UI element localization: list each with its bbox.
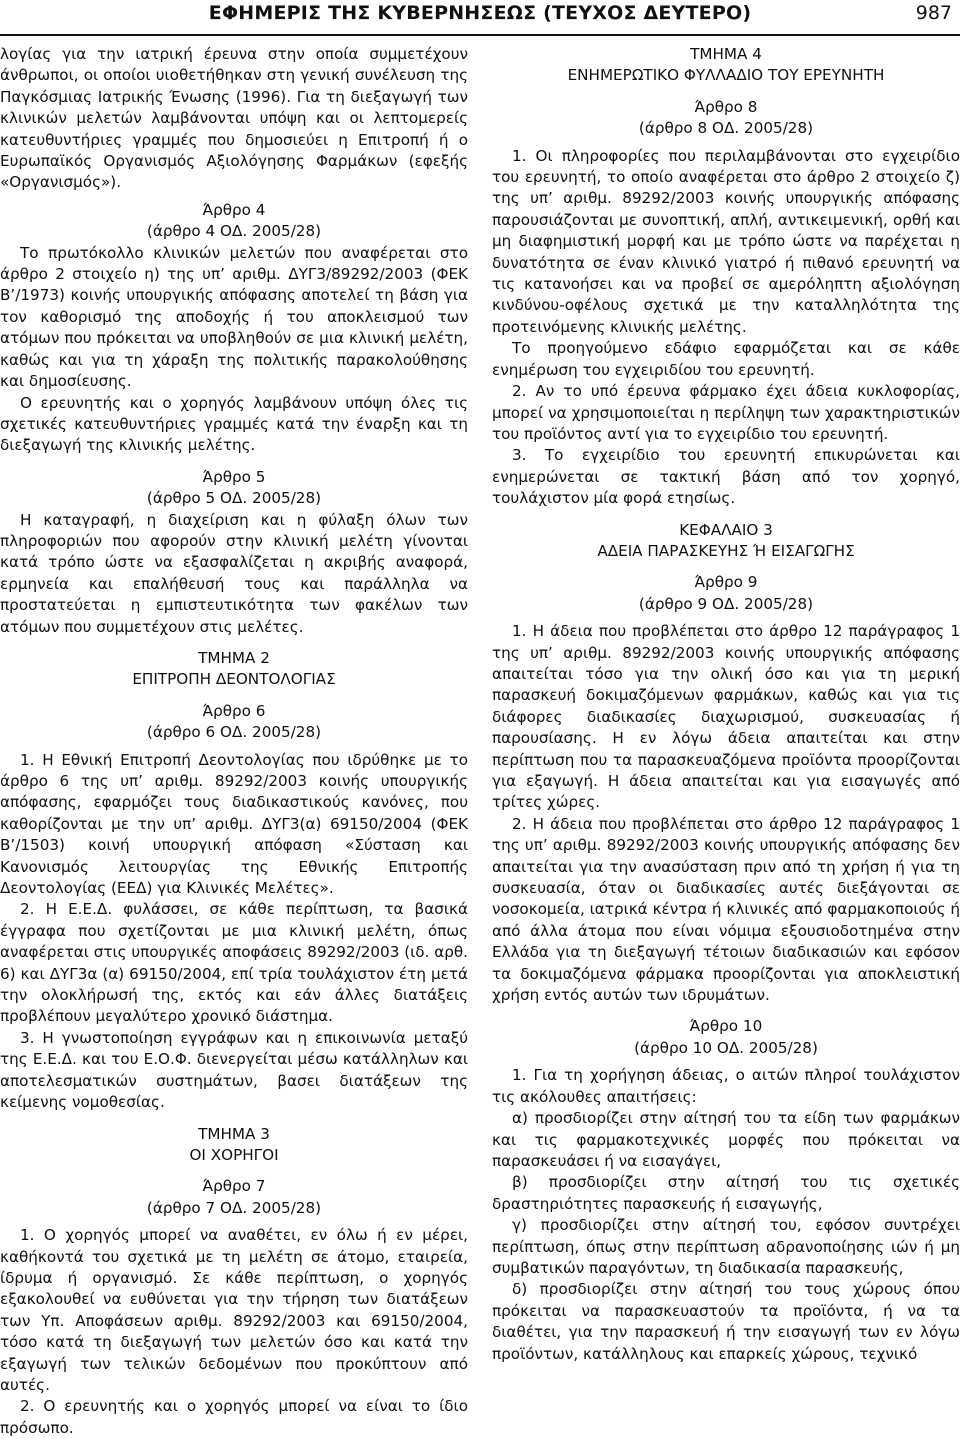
section-title: ΤΜΗΜΑ 4: [690, 45, 762, 63]
paragraph: 1. Η Εθνική Επιτροπή Δεοντολογίας που ιδρύθηκε με το άρθρο 6 της υπ’ αριθμ. 89292/2003 κοινής υπουργικής απόφασης, εφαρμόζει τους διαδικαστικούς κανόνες, που καθορίζονται με την υπ’ αριθμ. ΔΥΓ3(α) 69150/2004 (ΦΕΚ Β’/1503) κοινή υπουργική απόφαση «Σύσταση και Κανονισμός λειτουργίας της Εθνικής Επιτροπής Δεοντολογίας (ΕΕΔ) για Κλινικές Μελέτες».: [0, 750, 468, 898]
paragraph: 3. Το εγχειρίδιο του ερευνητή επικυρώνεται και ενημερώνεται σε τακτική βάση από τον χορηγό, τουλάχιστον μία φορά ετησίως.: [492, 446, 960, 508]
paragraph: 1. Ο χορηγός μπορεί να αναθέτει, εν όλω ή εν μέρει, καθήκοντά του σχετικά με τη μελέτη σε άτομο, εταιρεία, ίδρυμα ή οργανισμό. Σε κάθε περίπτωση, ο χορηγός εξακολουθεί να ευθύνεται για την τήρηση των διατάξεων των Υπ. Αποφάσεων αριθμ. 89292/2003 και 69150/2004, τόσο κατά τη διεξαγωγή των μελετών όσο και κατά την εξαγωγή των τελικών δεδομένων που προκύπτουν από αυτές.: [0, 1226, 468, 1394]
article-reference: (άρθρο 5 ΟΔ. 2005/28): [146, 489, 322, 508]
paragraph: 2. Η άδεια που προβλέπεται στο άρθρο 12 παράγραφος 1 της υπ’ αριθμ. 89292/2003 κοινής υπουργικής απόφασης δεν απαιτείται για την ανασύσταση πριν από τη χρήση ή για τη συσκευασία, όταν οι διαδικασίες αυτές διεξάγονται σε νοσοκομεία, ιατρικά κέντρα ή κλινικές από φαρμακοποιούς ή από άλλα άτομα που είναι νόμιμα εξουσιοδοτημένα στην Ελλάδα για τη διεξαγωγή τέτοιων διαδικασιών και εφόσον τα δοκιμαζόμενα φάρμακα προορίζονται για αποκλειστική χρήση εντός αυτών των ιδρυμάτων.: [492, 814, 960, 1005]
article-reference: (άρθρο 7 ΟΔ. 2005/28): [146, 1198, 322, 1217]
paragraph: Το προηγούμενο εδάφιο εφαρμόζεται και σε κάθε ενημέρωση του εγχειριδίου του ερευνητή.: [492, 339, 960, 379]
section-name: ΕΝΗΜΕΡΩΤΙΚΟ ΦΥΛΛΑΔΙΟ ΤΟΥ ΕΡΕΥΝΗΤΗ: [567, 66, 885, 85]
page-number: 987: [915, 2, 952, 24]
article-reference: (άρθρο 9 ΟΔ. 2005/28): [638, 594, 814, 613]
article-title: Άρθρο 9: [694, 573, 758, 592]
paragraph: 2. Η Ε.Ε.Δ. φυλάσσει, σε κάθε περίπτωση, τα βασικά έγγραφα που σχετίζονται με μια κλινική μελέτη, όπως αναφέρεται στις υπουργικές αποφάσεις 89292/2003 (ιδ. αρθ. 6) και ΔΥΓ3α (α) 69150/2004, επί τρία τουλάχιστον έτη μετά την ολοκλήρωσή της, εκτός και εάν άλλες διατάξεις προβλέπουν μεγαλύτερο χρονικό διάστημα.: [0, 900, 468, 1026]
article-title: Άρθρο 4: [202, 200, 266, 219]
section-title: ΤΜΗΜΑ 2: [198, 648, 270, 667]
article-reference: (άρθρο 6 ΟΔ. 2005/28): [146, 723, 322, 742]
paragraph: Η καταγραφή, η διαχείριση και η φύλαξη όλων των πληροφοριών που αφορούν στην κλινική μελέτη γίνονται κατά τρόπο ώστε να εξασφαλίζεται η ακριβής αναφορά, ερμηνεία και επαλήθευσή τους και παράλληλα να προστατεύεται η εμπιστευτικότητα των φακέλων των ατόμων που συμμετέχουν στις μελέτες.: [0, 510, 468, 636]
right-column: [492, 44, 960, 1365]
section-name: ΕΠΙΤΡΟΠΗ ΔΕΟΝΤΟΛΟΓΙΑΣ: [132, 670, 336, 689]
chapter-name: ΑΔΕΙΑ ΠΑΡΑΣΚΕΥΗΣ Ή ΕΙΣΑΓΩΓΗΣ: [597, 541, 855, 560]
paragraph: Ο ερευνητής και ο χορηγός λαμβάνουν υπόψη όλες τις σχετικές κατευθυντήριες γραμμές κατά την έναρξη και τη διεξαγωγή της κλινικής μελέτης.: [0, 393, 468, 455]
paragraph: 1. Οι πληροφορίες που περιλαμβάνονται στο εγχειρίδιο του ερευνητή, το οποίο αναφέρεται στο άρθρο 2 στοιχείο ζ) της υπ’ αριθμ. 89292/2003 κοινής υπουργικής απόφασης παρουσιάζονται με συνοπτική, απλή, αντικειμενική, ορθή και μη διαφημιστική μορφή και με τρόπο ώστε να παρέχεται η δυνατότητα σε έναν κλινικό γιατρό ή πιθανό ερευνητή να τις κατανοήσει και να προβεί σε αμερόληπτη αξιολόγηση κινδύνου-οφέλους σχετικά με την καταλληλότητα της προτεινόμενης κλινικής μελέτης.: [492, 146, 960, 336]
section-title: ΤΜΗΜΑ 3: [198, 1124, 270, 1143]
paragraph: Το πρωτόκολλο κλινικών μελετών που αναφέρεται στο άρθρο 2 στοιχείο η) της υπ’ αριθμ. ΔΥΓ3/89292/2003 (ΦΕΚ Β’/1973) κοινής υπουργικής απόφασης αποτελεί τη βάση για τον καθορισμό της αποδοχής ή του αποκλεισμού των ατόμων που πρόκειται να υποβληθούν σε μια κλινική μελέτη, καθώς και για τη χάραξη της πολιτικής παρακολούθησης και δημοσίευσης.: [0, 243, 468, 391]
paragraph: λογίας για την ιατρική έρευνα στην οποία συμμετέχουν άνθρωποι, οι οποίοι υιοθετήθηκαν στη γενική συνέλευση της Παγκόσμιας Ιατρικής Ένωσης (1996). Για τη διεξαγωγή των κλινικών μελετών λαμβάνονται υπόψη και οι λεπτομερείς κατευθυντήριες γραμμές που δημοσιεύει η Επιτροπή ή ο Ευρωπαϊκός Οργανισμός Αξιολόγησης Φαρμάκων (εφεξής «Οργανισμός»).: [0, 45, 468, 192]
chapter-title: ΚΕΦΑΛΑΙΟ 3: [679, 520, 773, 539]
paragraph: 1. Η άδεια που προβλέπεται στο άρθρο 12 παράγραφος 1 της υπ’ αριθμ. 89292/2003 κοινής υπουργικής απόφασης απαιτείται τόσο για την ολική όσο και για τη μερική παρασκευή δοκιμαζόμενων φαρμάκων, καθώς και για τις διάφορες διαδικασίες διαχωρισμού, συσκευασίας ή παρουσίασης. Η εν λόγω άδεια απαιτείται και στην περίπτωση που τα παρασκευαζόμενα προϊόντα προορίζονται για εξαγωγή. Η άδεια απαιτείται και για εισαγωγές από τρίτες χώρες.: [492, 622, 960, 812]
article-title: Άρθρο 5: [202, 467, 266, 486]
paragraph: 2. Ο ερευνητής και ο χορηγός μπορεί να είναι το ίδιο πρόσωπο.: [0, 1397, 468, 1437]
article-title: Άρθρο 6: [202, 701, 266, 720]
left-column: [0, 44, 468, 1439]
article-reference: (άρθρο 8 ΟΔ. 2005/28): [638, 119, 814, 138]
paragraph: δ) προσδιορίζει στην αίτησή του τους χώρους όπου πρόκειται να παρασκευαστούν τα προϊόντα, ή να τα διαθέτει, για την παρασκευή ή την εισαγωγή των εν λόγω προϊόντων, κατάλληλους και επαρκείς χώρους, τεχνικό: [492, 1280, 960, 1363]
paragraph: γ) προσδιορίζει στην αίτησή του, εφόσον συντρέχει περίπτωση, όπως στην περίπτωση αδρανοποίησης ιών ή μη συμβατικών παραγόντων, τη διαδικασία παρασκευής,: [492, 1216, 960, 1277]
gazette-title: ΕΦΗΜΕΡΙΣ ΤΗΣ ΚΥΒΕΡΝΗΣΕΩΣ (ΤΕΥΧΟΣ ΔΕΥΤΕΡΟ): [208, 2, 752, 24]
section-name: ΟΙ ΧΟΡΗΓΟΙ: [189, 1145, 279, 1164]
article-title: Άρθρο 10: [689, 1017, 763, 1036]
paragraph: α) προσδιορίζει στην αίτησή του τα είδη των φαρμάκων και τις φαρμακοτεχνικές μορφές που πρόκειται να παρασκευάσει ή να εισαγάγει,: [492, 1109, 960, 1170]
paragraph: β) προσδιορίζει στην αίτησή του τις σχετικές δραστηριότητες παρασκευής ή εισαγωγής,: [492, 1173, 960, 1213]
paragraph: 2. Αν το υπό έρευνα φάρμακο έχει άδεια κυκλοφορίας, μπορεί να χρησιμοποιείται η περίληψη των χαρακτηριστικών του προϊόντος αντί για το εγχειρίδιο του ερευνητή.: [492, 382, 960, 443]
paragraph: 1. Για τη χορήγηση άδειας, ο αιτών πληροί τουλάχιστον τις ακόλουθες απαιτήσεις:: [492, 1066, 960, 1106]
paragraph: 3. Η γνωστοποίηση εγγράφων και η επικοινωνία μεταξύ της Ε.Ε.Δ. και του Ε.Ο.Φ. διενεργείται μέσω κατάλληλων και αποτελεσματικών συστημάτων, βασει διατάξεων της κείμενης νομοθεσίας.: [0, 1028, 468, 1112]
page-header: [0, 0, 960, 36]
article-reference: (άρθρο 10 ΟΔ. 2005/28): [634, 1038, 818, 1057]
article-reference: (άρθρο 4 ΟΔ. 2005/28): [146, 222, 322, 241]
article-title: Άρθρο 7: [202, 1177, 266, 1196]
article-title: Άρθρο 8: [694, 97, 758, 116]
